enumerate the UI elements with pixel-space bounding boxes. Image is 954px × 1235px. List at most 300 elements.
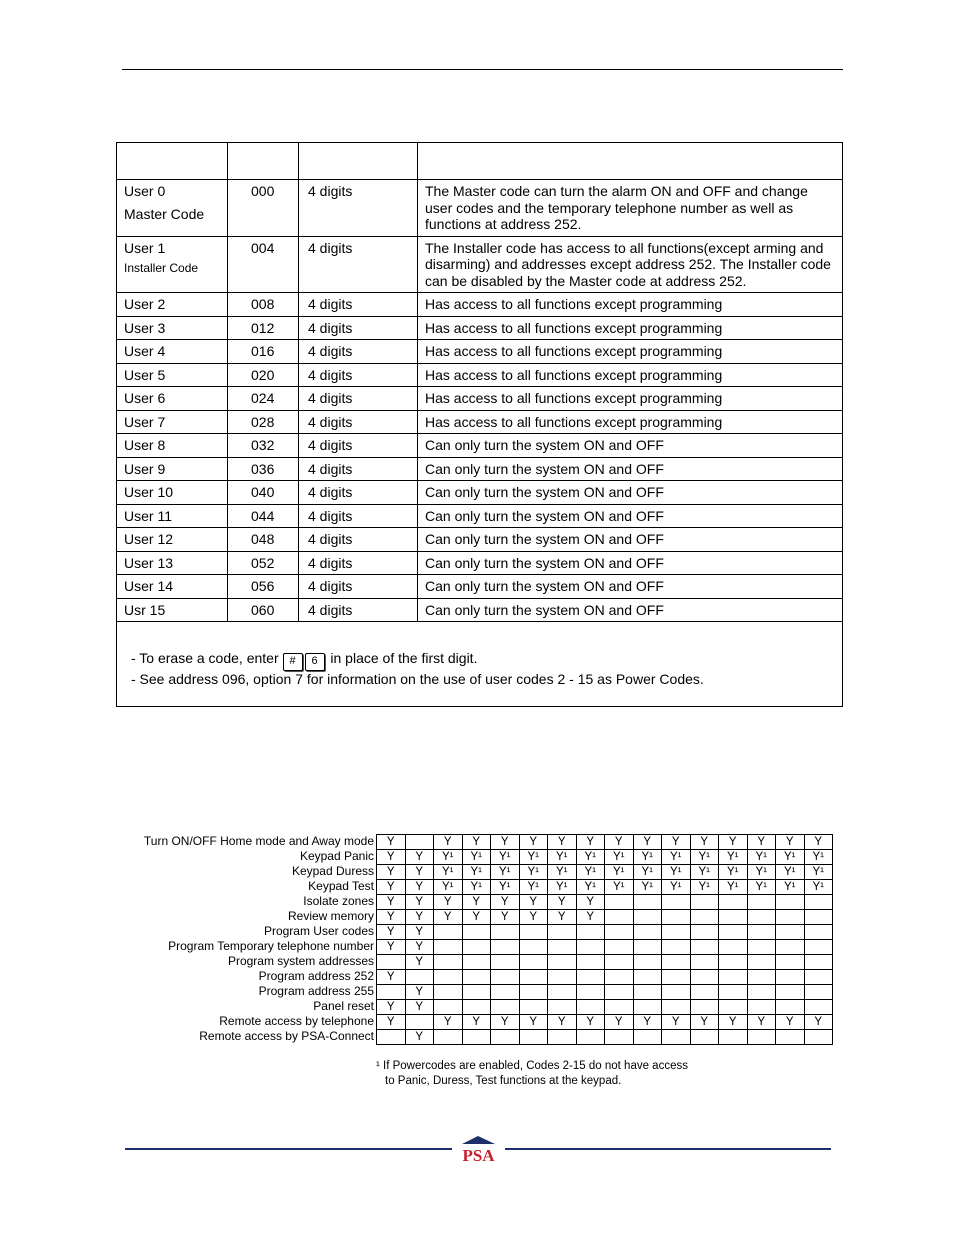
address-cell: 020 bbox=[228, 363, 299, 387]
user-name: User 4 bbox=[124, 343, 166, 359]
code-row bbox=[117, 293, 843, 317]
matrix-cell bbox=[462, 940, 491, 955]
description-cell: Has access to all functions except programming bbox=[418, 410, 843, 434]
user-name: Usr 15 bbox=[124, 601, 166, 618]
description-cell: The Installer code has access to all functions(except arming and disarming) and addresses except address 252. The Installer code can be disabled by the Master code at address 252. bbox=[418, 236, 843, 293]
matrix-cell: Y¹ bbox=[462, 880, 491, 895]
length-cell: 4 digits bbox=[299, 236, 418, 293]
matrix-cell bbox=[633, 1000, 662, 1015]
matrix-cell bbox=[434, 955, 463, 970]
matrix-cell bbox=[633, 955, 662, 970]
matrix-row-label: Remote access by PSA-Connect bbox=[199, 1029, 374, 1043]
matrix-cell: Y bbox=[776, 1015, 805, 1030]
matrix-cell bbox=[804, 955, 833, 970]
header-rule bbox=[122, 69, 843, 70]
matrix-row-label: Isolate zones bbox=[303, 894, 374, 908]
matrix-cell bbox=[719, 985, 748, 1000]
length-cell: 4 digits bbox=[299, 293, 418, 317]
user-role: Installer Code bbox=[124, 261, 199, 275]
matrix-cell: Y bbox=[405, 880, 434, 895]
matrix-row-label: Keypad Test bbox=[308, 879, 374, 893]
matrix-cell: Y bbox=[377, 910, 406, 925]
matrix-cell bbox=[405, 835, 434, 850]
matrix-cell bbox=[519, 925, 548, 940]
matrix-row-label: Review memory bbox=[287, 909, 374, 923]
matrix-cell bbox=[633, 910, 662, 925]
matrix-cell bbox=[519, 955, 548, 970]
matrix-cell: Y¹ bbox=[576, 865, 605, 880]
matrix-row bbox=[377, 925, 833, 940]
matrix-cell bbox=[776, 955, 805, 970]
matrix-cell: Y¹ bbox=[776, 865, 805, 880]
matrix-row bbox=[377, 880, 833, 895]
user-cell bbox=[117, 387, 228, 411]
matrix-cell bbox=[576, 1030, 605, 1045]
matrix-cell bbox=[690, 1030, 719, 1045]
address-cell: 060 bbox=[228, 598, 299, 622]
matrix-cell bbox=[405, 970, 434, 985]
description-cell: Can only turn the system ON and OFF bbox=[418, 528, 843, 552]
matrix-cell bbox=[605, 1000, 634, 1015]
description-cell: Can only turn the system ON and OFF bbox=[418, 481, 843, 505]
matrix-cell: Y bbox=[434, 895, 463, 910]
matrix-cell: Y bbox=[377, 1000, 406, 1015]
matrix-cell bbox=[519, 1000, 548, 1015]
six-key-icon: 6 bbox=[305, 653, 325, 671]
matrix-cell: Y¹ bbox=[605, 850, 634, 865]
address-cell: 016 bbox=[228, 340, 299, 364]
user-cell bbox=[117, 551, 228, 575]
matrix-cell bbox=[462, 970, 491, 985]
code-row bbox=[117, 551, 843, 575]
matrix-cell: Y¹ bbox=[747, 850, 776, 865]
matrix-cell: Y¹ bbox=[719, 865, 748, 880]
length-cell: 4 digits bbox=[299, 481, 418, 505]
matrix-row bbox=[377, 895, 833, 910]
matrix-cell bbox=[747, 985, 776, 1000]
matrix-cell: Y¹ bbox=[491, 865, 520, 880]
matrix-cell: Y bbox=[462, 895, 491, 910]
matrix-cell bbox=[776, 940, 805, 955]
matrix-cell: Y bbox=[576, 835, 605, 850]
erase-note-suffix: in place of the first digit. bbox=[330, 650, 478, 666]
matrix-row bbox=[377, 865, 833, 880]
matrix-cell: Y¹ bbox=[804, 850, 833, 865]
description-cell: Can only turn the system ON and OFF bbox=[418, 598, 843, 622]
matrix-row bbox=[377, 1015, 833, 1030]
address-cell: 048 bbox=[228, 528, 299, 552]
matrix-row-label: Program User codes bbox=[263, 924, 374, 938]
matrix-cell: Y bbox=[377, 865, 406, 880]
address-cell: 052 bbox=[228, 551, 299, 575]
footer-rule-left bbox=[125, 1148, 452, 1150]
matrix-cell bbox=[804, 895, 833, 910]
matrix-cell bbox=[405, 1015, 434, 1030]
matrix-cell bbox=[804, 910, 833, 925]
address-cell: 056 bbox=[228, 575, 299, 599]
matrix-cell: Y¹ bbox=[519, 850, 548, 865]
matrix-cell: Y bbox=[662, 1015, 691, 1030]
user-cell bbox=[117, 481, 228, 505]
matrix-cell: Y bbox=[377, 850, 406, 865]
length-cell: 4 digits bbox=[299, 387, 418, 411]
matrix-cell: Y¹ bbox=[434, 865, 463, 880]
matrix-cell bbox=[491, 940, 520, 955]
matrix-cell bbox=[377, 985, 406, 1000]
matrix-cell bbox=[576, 955, 605, 970]
matrix-cell bbox=[690, 970, 719, 985]
length-cell: 4 digits bbox=[299, 410, 418, 434]
matrix-cell bbox=[633, 925, 662, 940]
matrix-cell bbox=[747, 1000, 776, 1015]
matrix-cell bbox=[690, 1000, 719, 1015]
description-cell: Can only turn the system ON and OFF bbox=[418, 434, 843, 458]
matrix-cell bbox=[519, 1030, 548, 1045]
matrix-cell: Y bbox=[633, 1015, 662, 1030]
matrix-cell bbox=[462, 985, 491, 1000]
matrix-cell: Y bbox=[804, 1015, 833, 1030]
length-cell: 4 digits bbox=[299, 316, 418, 340]
matrix-cell bbox=[747, 955, 776, 970]
matrix-row bbox=[377, 940, 833, 955]
matrix-cell bbox=[719, 910, 748, 925]
access-matrix-labels bbox=[116, 834, 374, 1044]
matrix-row-label: Keypad Panic bbox=[299, 849, 374, 863]
matrix-cell: Y bbox=[405, 940, 434, 955]
matrix-cell: Y bbox=[405, 910, 434, 925]
matrix-cell bbox=[576, 925, 605, 940]
matrix-cell bbox=[377, 955, 406, 970]
matrix-cell bbox=[548, 1030, 577, 1045]
matrix-cell bbox=[776, 970, 805, 985]
matrix-cell bbox=[462, 1000, 491, 1015]
code-row bbox=[117, 481, 843, 505]
matrix-cell bbox=[605, 1030, 634, 1045]
matrix-cell: Y¹ bbox=[633, 865, 662, 880]
matrix-cell: Y bbox=[576, 895, 605, 910]
matrix-cell bbox=[804, 985, 833, 1000]
logo-roof bbox=[462, 1136, 495, 1144]
matrix-cell bbox=[690, 940, 719, 955]
matrix-cell bbox=[747, 910, 776, 925]
user-name: User 8 bbox=[124, 437, 166, 453]
matrix-cell: Y bbox=[690, 835, 719, 850]
user-name: User 5 bbox=[124, 366, 166, 383]
description-cell: Can only turn the system ON and OFF bbox=[418, 575, 843, 599]
matrix-cell bbox=[662, 970, 691, 985]
length-cell: 4 digits bbox=[299, 575, 418, 599]
description-cell: The Master code can turn the alarm ON and OFF and change user codes and the temporary telephone number as well as functions at address 252. bbox=[418, 180, 843, 237]
matrix-cell: Y¹ bbox=[633, 880, 662, 895]
matrix-cell bbox=[690, 955, 719, 970]
matrix-row-label: Turn ON/OFF Home mode and Away mode bbox=[143, 834, 374, 848]
matrix-cell bbox=[519, 940, 548, 955]
address-cell: 032 bbox=[228, 434, 299, 458]
length-cell: 4 digits bbox=[299, 180, 418, 237]
code-row bbox=[117, 457, 843, 481]
matrix-cell: Y bbox=[605, 835, 634, 850]
address-cell: 012 bbox=[228, 316, 299, 340]
matrix-cell: Y¹ bbox=[776, 850, 805, 865]
length-cell: 4 digits bbox=[299, 434, 418, 458]
footnote-line: to Panic, Duress, Test functions at the keypad. bbox=[385, 1075, 622, 1087]
matrix-cell bbox=[491, 1030, 520, 1045]
code-row bbox=[117, 236, 843, 293]
matrix-cell bbox=[719, 1000, 748, 1015]
matrix-cell bbox=[804, 940, 833, 955]
matrix-cell: Y bbox=[405, 985, 434, 1000]
code-row bbox=[117, 504, 843, 528]
matrix-cell: Y bbox=[434, 910, 463, 925]
matrix-cell bbox=[605, 970, 634, 985]
matrix-cell bbox=[690, 925, 719, 940]
matrix-cell: Y bbox=[491, 1015, 520, 1030]
matrix-cell: Y bbox=[434, 835, 463, 850]
matrix-cell: Y¹ bbox=[776, 880, 805, 895]
matrix-cell bbox=[804, 1000, 833, 1015]
matrix-cell bbox=[633, 895, 662, 910]
address-cell: 000 bbox=[228, 180, 299, 237]
matrix-row bbox=[377, 1030, 833, 1045]
user-name: User 14 bbox=[124, 578, 174, 594]
matrix-cell bbox=[662, 940, 691, 955]
matrix-cell: Y bbox=[462, 835, 491, 850]
matrix-cell: Y bbox=[719, 1015, 748, 1030]
matrix-cell: Y bbox=[377, 835, 406, 850]
address-cell: 036 bbox=[228, 457, 299, 481]
user-cell bbox=[117, 236, 228, 293]
matrix-cell bbox=[747, 940, 776, 955]
matrix-cell: Y bbox=[747, 1015, 776, 1030]
description-cell: Has access to all functions except programming bbox=[418, 387, 843, 411]
matrix-cell: Y¹ bbox=[519, 880, 548, 895]
matrix-cell bbox=[491, 1000, 520, 1015]
length-cell: 4 digits bbox=[299, 504, 418, 528]
matrix-cell: Y¹ bbox=[662, 880, 691, 895]
matrix-cell bbox=[633, 940, 662, 955]
matrix-cell: Y¹ bbox=[633, 850, 662, 865]
matrix-cell: Y¹ bbox=[690, 865, 719, 880]
address-cell: 028 bbox=[228, 410, 299, 434]
length-cell: 4 digits bbox=[299, 340, 418, 364]
matrix-cell: Y¹ bbox=[462, 850, 491, 865]
matrix-cell: Y bbox=[519, 895, 548, 910]
user-role: Master Code bbox=[124, 205, 205, 222]
power-codes-note: - See address 096, option 7 for information on the use of user codes 2 - 15 as Power Codes. bbox=[131, 671, 704, 687]
matrix-cell: Y bbox=[405, 865, 434, 880]
matrix-cell: Y bbox=[405, 850, 434, 865]
matrix-cell: Y bbox=[719, 835, 748, 850]
length-cell: 4 digits bbox=[299, 457, 418, 481]
matrix-cell: Y bbox=[377, 970, 406, 985]
matrix-cell bbox=[747, 895, 776, 910]
matrix-row bbox=[377, 985, 833, 1000]
code-row bbox=[117, 180, 843, 237]
matrix-cell bbox=[548, 985, 577, 1000]
matrix-row bbox=[377, 850, 833, 865]
user-cell bbox=[117, 410, 228, 434]
address-cell: 024 bbox=[228, 387, 299, 411]
user-cell bbox=[117, 340, 228, 364]
user-name: User 9 bbox=[124, 460, 166, 477]
matrix-cell bbox=[719, 925, 748, 940]
user-name: User 10 bbox=[124, 484, 174, 500]
matrix-cell bbox=[747, 1030, 776, 1045]
matrix-cell bbox=[719, 970, 748, 985]
matrix-cell bbox=[662, 985, 691, 1000]
code-row bbox=[117, 598, 843, 622]
matrix-cell bbox=[548, 955, 577, 970]
user-cell bbox=[117, 457, 228, 481]
matrix-cell bbox=[491, 985, 520, 1000]
code-row bbox=[117, 528, 843, 552]
matrix-cell bbox=[747, 925, 776, 940]
logo-text: PSA bbox=[462, 1146, 495, 1165]
matrix-row-label: Program address 252 bbox=[258, 969, 374, 983]
hash-key-icon: # bbox=[283, 653, 303, 671]
access-matrix bbox=[376, 834, 833, 1045]
matrix-cell: Y¹ bbox=[804, 865, 833, 880]
address-cell: 008 bbox=[228, 293, 299, 317]
matrix-cell: Y¹ bbox=[605, 865, 634, 880]
description-cell: Has access to all functions except programming bbox=[418, 340, 843, 364]
matrix-cell: Y bbox=[434, 1015, 463, 1030]
matrix-cell: Y bbox=[747, 835, 776, 850]
user-name: User 7 bbox=[124, 413, 166, 430]
matrix-cell: Y bbox=[633, 835, 662, 850]
user-name: User 2 bbox=[124, 296, 166, 312]
matrix-cell: Y¹ bbox=[491, 880, 520, 895]
description-cell: Has access to all functions except programming bbox=[418, 293, 843, 317]
matrix-cell bbox=[776, 1030, 805, 1045]
matrix-cell bbox=[576, 970, 605, 985]
user-codes-table bbox=[116, 142, 843, 707]
matrix-cell bbox=[605, 910, 634, 925]
address-cell: 040 bbox=[228, 481, 299, 505]
matrix-cell: Y bbox=[377, 1015, 406, 1030]
matrix-cell: Y¹ bbox=[434, 850, 463, 865]
matrix-row bbox=[377, 835, 833, 850]
matrix-cell: Y bbox=[519, 910, 548, 925]
matrix-cell bbox=[776, 910, 805, 925]
matrix-row-label: Program system addresses bbox=[227, 954, 374, 968]
user-cell bbox=[117, 434, 228, 458]
header-cell bbox=[117, 143, 228, 180]
matrix-cell bbox=[719, 940, 748, 955]
matrix-cell: Y bbox=[377, 880, 406, 895]
matrix-cell bbox=[719, 895, 748, 910]
code-row bbox=[117, 387, 843, 411]
address-cell: 044 bbox=[228, 504, 299, 528]
matrix-cell bbox=[804, 925, 833, 940]
matrix-cell: Y bbox=[491, 835, 520, 850]
header-cell bbox=[299, 143, 418, 180]
matrix-cell: Y¹ bbox=[747, 865, 776, 880]
matrix-cell: Y¹ bbox=[491, 850, 520, 865]
matrix-cell bbox=[690, 910, 719, 925]
matrix-cell bbox=[662, 1030, 691, 1045]
matrix-cell bbox=[804, 970, 833, 985]
matrix-cell bbox=[548, 970, 577, 985]
matrix-cell bbox=[662, 910, 691, 925]
matrix-cell: Y bbox=[462, 910, 491, 925]
matrix-cell: Y bbox=[405, 1000, 434, 1015]
matrix-cell: Y bbox=[576, 1015, 605, 1030]
matrix-cell bbox=[491, 955, 520, 970]
matrix-footnote bbox=[376, 1059, 688, 1089]
matrix-row-label: Panel reset bbox=[313, 999, 374, 1013]
matrix-cell bbox=[776, 1000, 805, 1015]
matrix-cell bbox=[776, 985, 805, 1000]
matrix-cell bbox=[434, 985, 463, 1000]
matrix-cell bbox=[462, 925, 491, 940]
description-cell: Has access to all functions except programming bbox=[418, 316, 843, 340]
matrix-cell: Y¹ bbox=[804, 880, 833, 895]
matrix-cell bbox=[747, 970, 776, 985]
address-cell: 004 bbox=[228, 236, 299, 293]
matrix-row-label: Keypad Duress bbox=[291, 864, 374, 878]
matrix-cell bbox=[776, 925, 805, 940]
matrix-cell bbox=[804, 1030, 833, 1045]
matrix-cell: Y¹ bbox=[548, 865, 577, 880]
matrix-cell: Y bbox=[405, 1030, 434, 1045]
matrix-cell: Y bbox=[548, 895, 577, 910]
user-cell bbox=[117, 528, 228, 552]
matrix-cell bbox=[434, 1000, 463, 1015]
matrix-cell bbox=[491, 925, 520, 940]
matrix-cell bbox=[519, 970, 548, 985]
matrix-cell bbox=[719, 1030, 748, 1045]
matrix-cell bbox=[605, 940, 634, 955]
matrix-cell: Y¹ bbox=[519, 865, 548, 880]
description-cell: Can only turn the system ON and OFF bbox=[418, 551, 843, 575]
matrix-cell bbox=[434, 940, 463, 955]
footer-rule-right bbox=[505, 1148, 831, 1150]
user-cell bbox=[117, 293, 228, 317]
matrix-cell: Y¹ bbox=[576, 850, 605, 865]
matrix-cell bbox=[377, 1030, 406, 1045]
matrix-cell bbox=[605, 985, 634, 1000]
length-cell: 4 digits bbox=[299, 598, 418, 622]
matrix-cell bbox=[605, 925, 634, 940]
matrix-row-label: Program Temporary telephone number bbox=[168, 939, 374, 953]
matrix-cell bbox=[662, 895, 691, 910]
matrix-row bbox=[377, 1000, 833, 1015]
matrix-cell bbox=[491, 970, 520, 985]
matrix-cell: Y bbox=[804, 835, 833, 850]
matrix-row bbox=[377, 955, 833, 970]
matrix-cell bbox=[548, 925, 577, 940]
user-name: User 6 bbox=[124, 390, 166, 406]
matrix-cell: Y¹ bbox=[719, 880, 748, 895]
user-cell bbox=[117, 598, 228, 622]
code-row bbox=[117, 575, 843, 599]
matrix-cell: Y¹ bbox=[719, 850, 748, 865]
matrix-cell: Y bbox=[548, 910, 577, 925]
matrix-cell bbox=[690, 985, 719, 1000]
matrix-cell bbox=[434, 925, 463, 940]
matrix-cell: Y¹ bbox=[605, 880, 634, 895]
length-cell: 4 digits bbox=[299, 551, 418, 575]
matrix-cell bbox=[576, 1000, 605, 1015]
code-row bbox=[117, 363, 843, 387]
matrix-cell: Y bbox=[491, 895, 520, 910]
matrix-cell bbox=[519, 985, 548, 1000]
matrix-cell: Y bbox=[377, 940, 406, 955]
code-row bbox=[117, 410, 843, 434]
code-row bbox=[117, 316, 843, 340]
matrix-cell bbox=[434, 970, 463, 985]
